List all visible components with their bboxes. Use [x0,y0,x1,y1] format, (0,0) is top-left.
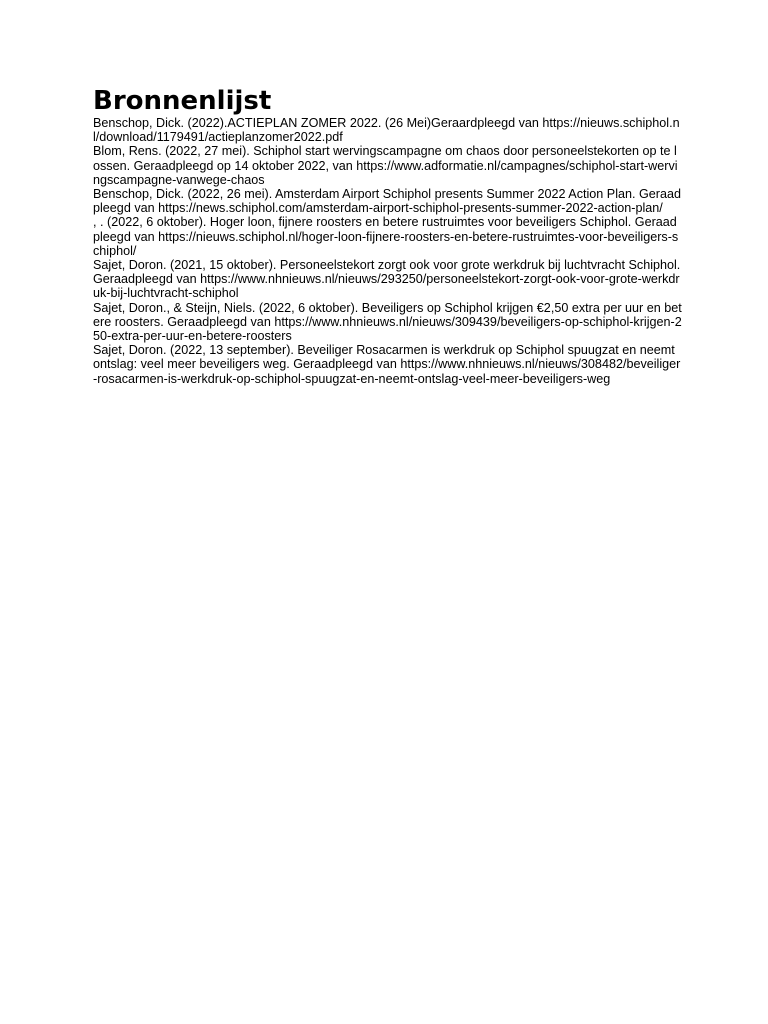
reference-item: Sajet, Doron. (2021, 15 oktober). Personeelstekort zorgt ook voor grote werkdruk bij luchtvracht Schiphol. Geraadpleegd van https://www.nhnieuws.nl/nieuws/293250/personeelstekort-zorgt-ook-voor-grote-werkdruk-bij-luchtvracht-schiphol [93,258,681,301]
reference-item: Benschop, Dick. (2022, 26 mei). Amsterdam Airport Schiphol presents Summer 2022 Action Plan. Geraadpleegd van https://news.schiphol.com/amsterdam-airport-schiphol-presents-summer-2022-action-plan/ [93,187,682,216]
document-content [93,86,683,386]
reference-list [93,116,683,386]
reference-item: Sajet, Doron. (2022, 13 september). Beveiliger Rosacarmen is werkdruk op Schiphol spuugzat en neemt ontslag: veel meer beveiligers weg. Geraadpleegd van https://www.nhnieuws.nl/nieuws/308482/beveiliger-rosacarmen-is-werkdruk-op-schiphol-spuugzat-en-neemt-ontslag-veel-meer-beveiligers-weg [93,343,681,386]
document-title: Bronnenlijst [93,86,272,116]
reference-item: Benschop, Dick. (2022).ACTIEPLAN ZOMER 2022. (26 Mei)Geraardpleegd van https://nieuws.schiphol.nl/download/1179491/actieplanzomer2022.pdf [93,116,680,145]
reference-item: Blom, Rens. (2022, 27 mei). Schiphol start wervingscampagne om chaos door personeelstekorten op te lossen. Geraadpleegd op 14 oktober 2022, van https://www.adformatie.nl/campagnes/schiphol-start-wervingscampagne-vanwege-chaos [93,144,678,187]
reference-item: , . (2022, 6 oktober). Hoger loon, fijnere roosters en betere rustruimtes voor beveiligers Schiphol. Geraadpleegd van https://nieuws.schiphol.nl/hoger-loon-fijnere-roosters-en-betere-rustruimtes-voor-beveiligers-schiphol/ [93,215,679,258]
reference-item: Sajet, Doron., & Steijn, Niels. (2022, 6 oktober). Beveiligers op Schiphol krijgen €2,50 extra per uur en betere roosters. Geraadpleegd van https://www.nhnieuws.nl/nieuws/309439/beveiligers-op-schiphol-krijgen-250-extra-per-uur-en-betere-roosters [93,300,682,344]
